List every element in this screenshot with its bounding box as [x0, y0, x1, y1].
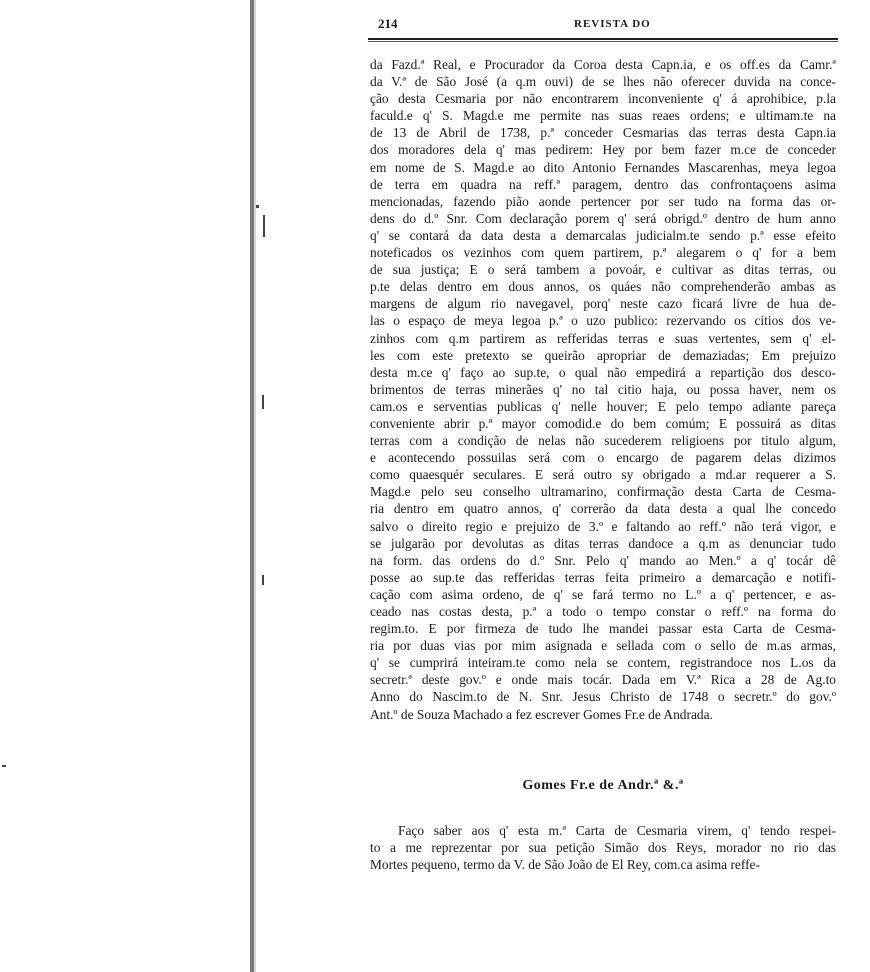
binding-gutter-shadow	[254, 0, 256, 972]
text-line: cam.os e serventias publicas q' nelle houver; E pelo tempo adiante pareça	[370, 398, 836, 414]
text-line: p.te delas dentro em dous annos, os quáes não comprehenderão ambas as	[370, 279, 836, 295]
text-line: dos moradores dela q' mas pedirem: Hey por bem fazer m.ce de conceder	[370, 142, 836, 158]
text-line: e acontecendo possuilas será com o encargo de pagarem delas dizimos	[370, 450, 836, 466]
text-line: em nome de S. Magd.e ao dito Antonio Fernandes Mascarenhas, meya legoa	[370, 159, 836, 175]
text-line: mencionadas, fazendo pião aonde pertencer por ser tudo na forma das or-	[370, 193, 836, 209]
text-line: ceado nas costas desta, p.ª a todo o tempo constar o reff.º na forma do	[370, 604, 836, 619]
text-line: ria dentro em quatro annos, q' correrão da data desta a qual lhe concedo	[370, 501, 836, 517]
text-line: Mortes pequeno, termo da V. de São João de El Rey, com.ca asima reffe-	[370, 857, 760, 873]
text-line: ria por duas vias por mim asignada e sellada com o sello de m.as armas,	[370, 638, 836, 654]
second-paragraph	[370, 822, 836, 873]
header-rule	[368, 38, 838, 40]
signature-line: Gomes Fr.e de Andr.ª &.ª	[522, 778, 684, 793]
scan-speck	[256, 205, 259, 208]
text-line: zinhos com q.m partirem as refferidas terras e suas vertentes, sem q' el-	[370, 330, 836, 346]
text-line: to a me reprezentar por sua petição Simão dos Reys, morador no rio das	[370, 840, 836, 856]
text-line: como quaesquér seculares. E será outro sy obrigado a md.ar requerer a S.	[370, 467, 836, 483]
document-page	[368, 12, 838, 873]
text-line: de 13 de Abril de 1738, p.ª conceder Cesmarias das terras desta Capn.ia	[370, 125, 836, 141]
text-line: desta m.ce q' faço ao sup.te, o qual não empedirá a repartição dos desco-	[370, 364, 836, 380]
text-line: salvo o direito regio e prejuizo de 3.º e faltando ao reff.º não terá vigor, e	[370, 518, 836, 534]
scan-speck	[262, 395, 264, 409]
text-line: conveniente abrir p.ª mayor comodid.e do bem comúm; E possuirá as ditas	[370, 415, 836, 431]
text-line: regim.to. E por firmeza de tudo lhe mandei passar esta Carta de Cesma-	[370, 621, 836, 637]
text-line: Magd.e pelo seu conselho ultramarino, confirmação desta Carta de Cesma-	[370, 484, 836, 500]
page-number: 214	[378, 16, 398, 31]
text-line: brimentos de terras minerães q' no tal citio haja, ou possa haver, nem os	[370, 381, 836, 397]
text-line: de sua justiça; E o será tambem a povoár, e cultivar as ditas terras, ou	[370, 262, 836, 278]
page-header	[368, 12, 838, 34]
running-head: REVISTA DO	[574, 18, 651, 30]
scan-speck	[263, 215, 265, 237]
text-line: noteficados os vezinhos com quem partirem, p.ª alegarem o q' for a bem	[370, 245, 836, 261]
text-line: na form. das ordens do d.º Snr. Pelo q' mando ao Men.º a q' tocár dê	[370, 552, 836, 568]
text-line: dens do d.º Snr. Com declaração porem q' será obrigd.º dentro de hum anno	[370, 210, 836, 226]
scan-speck	[262, 575, 264, 585]
text-line: margens de algum rio navegavel, porq' neste cazo ficará livre de hua de-	[370, 296, 836, 312]
text-line: da V.ª de São José (a q.m ouvi) de se lhes não oferecer duvida na conce-	[370, 74, 836, 90]
text-line: q' se contará da data desta a demarcalas judicialm.te sendo p.ª esse efeito	[370, 227, 836, 243]
text-line: q' se cumprirá inteiram.te como nela se contem, registrandoce nos L.os da	[370, 655, 836, 671]
text-line: da Fazd.ª Real, e Procurador da Coroa desta Capn.ia, e os off.es da Camr.ª	[370, 57, 836, 72]
text-line: posse ao sup.te das refferidas terras feita primeiro a demarcação e notifi-	[370, 569, 836, 585]
text-line: les com este pretexto se queirão apropriar de demaziadas; Em prejuizo	[370, 347, 836, 363]
text-line: terras com a condição de nelas não sucederem religioens por titulo algum,	[370, 433, 836, 449]
text-line: cação com asima ordeno, de q' se fará termo no L.º a q' pertencer, e as-	[370, 586, 836, 602]
text-line: se julgarão por devolutas as ditas terras dandoce a q.m as denunciar tudo	[370, 535, 836, 551]
text-line: las o espaço de meya legoa p.ª o uzo publico: rezervando os citios dos ve-	[370, 313, 836, 329]
body-paragraph	[370, 56, 836, 723]
text-line: Anno do Nascim.to de N. Snr. Jesus Christo de 1748 o secretr.º do gov.º	[370, 689, 836, 705]
text-line: faculd.e q' S. Magd.e me permite nas suas reaes ordens; e ultimam.te na	[370, 108, 836, 124]
text-line: de terra em quadra na reff.ª paragem, dentro das confrontaçoens asima	[370, 176, 836, 192]
text-line: Ant.º de Souza Machado a fez escrever Gomes Fr.e de Andrada.	[370, 706, 713, 722]
scan-speck	[2, 765, 6, 767]
text-line: secretr.ª deste gov.º e onde mais tocár. Dada em V.ª Rica a 28 de Ag.to	[370, 672, 836, 688]
text-line: ção desta Cesmaria por não encontrarem inconveniente q' á aprohibice, p.la	[370, 91, 836, 107]
text-line: Faço saber aos q' esta m.ª Carta de Cesmaria virem, q' tendo respei-	[398, 823, 836, 838]
header-rule-thin	[368, 41, 838, 42]
